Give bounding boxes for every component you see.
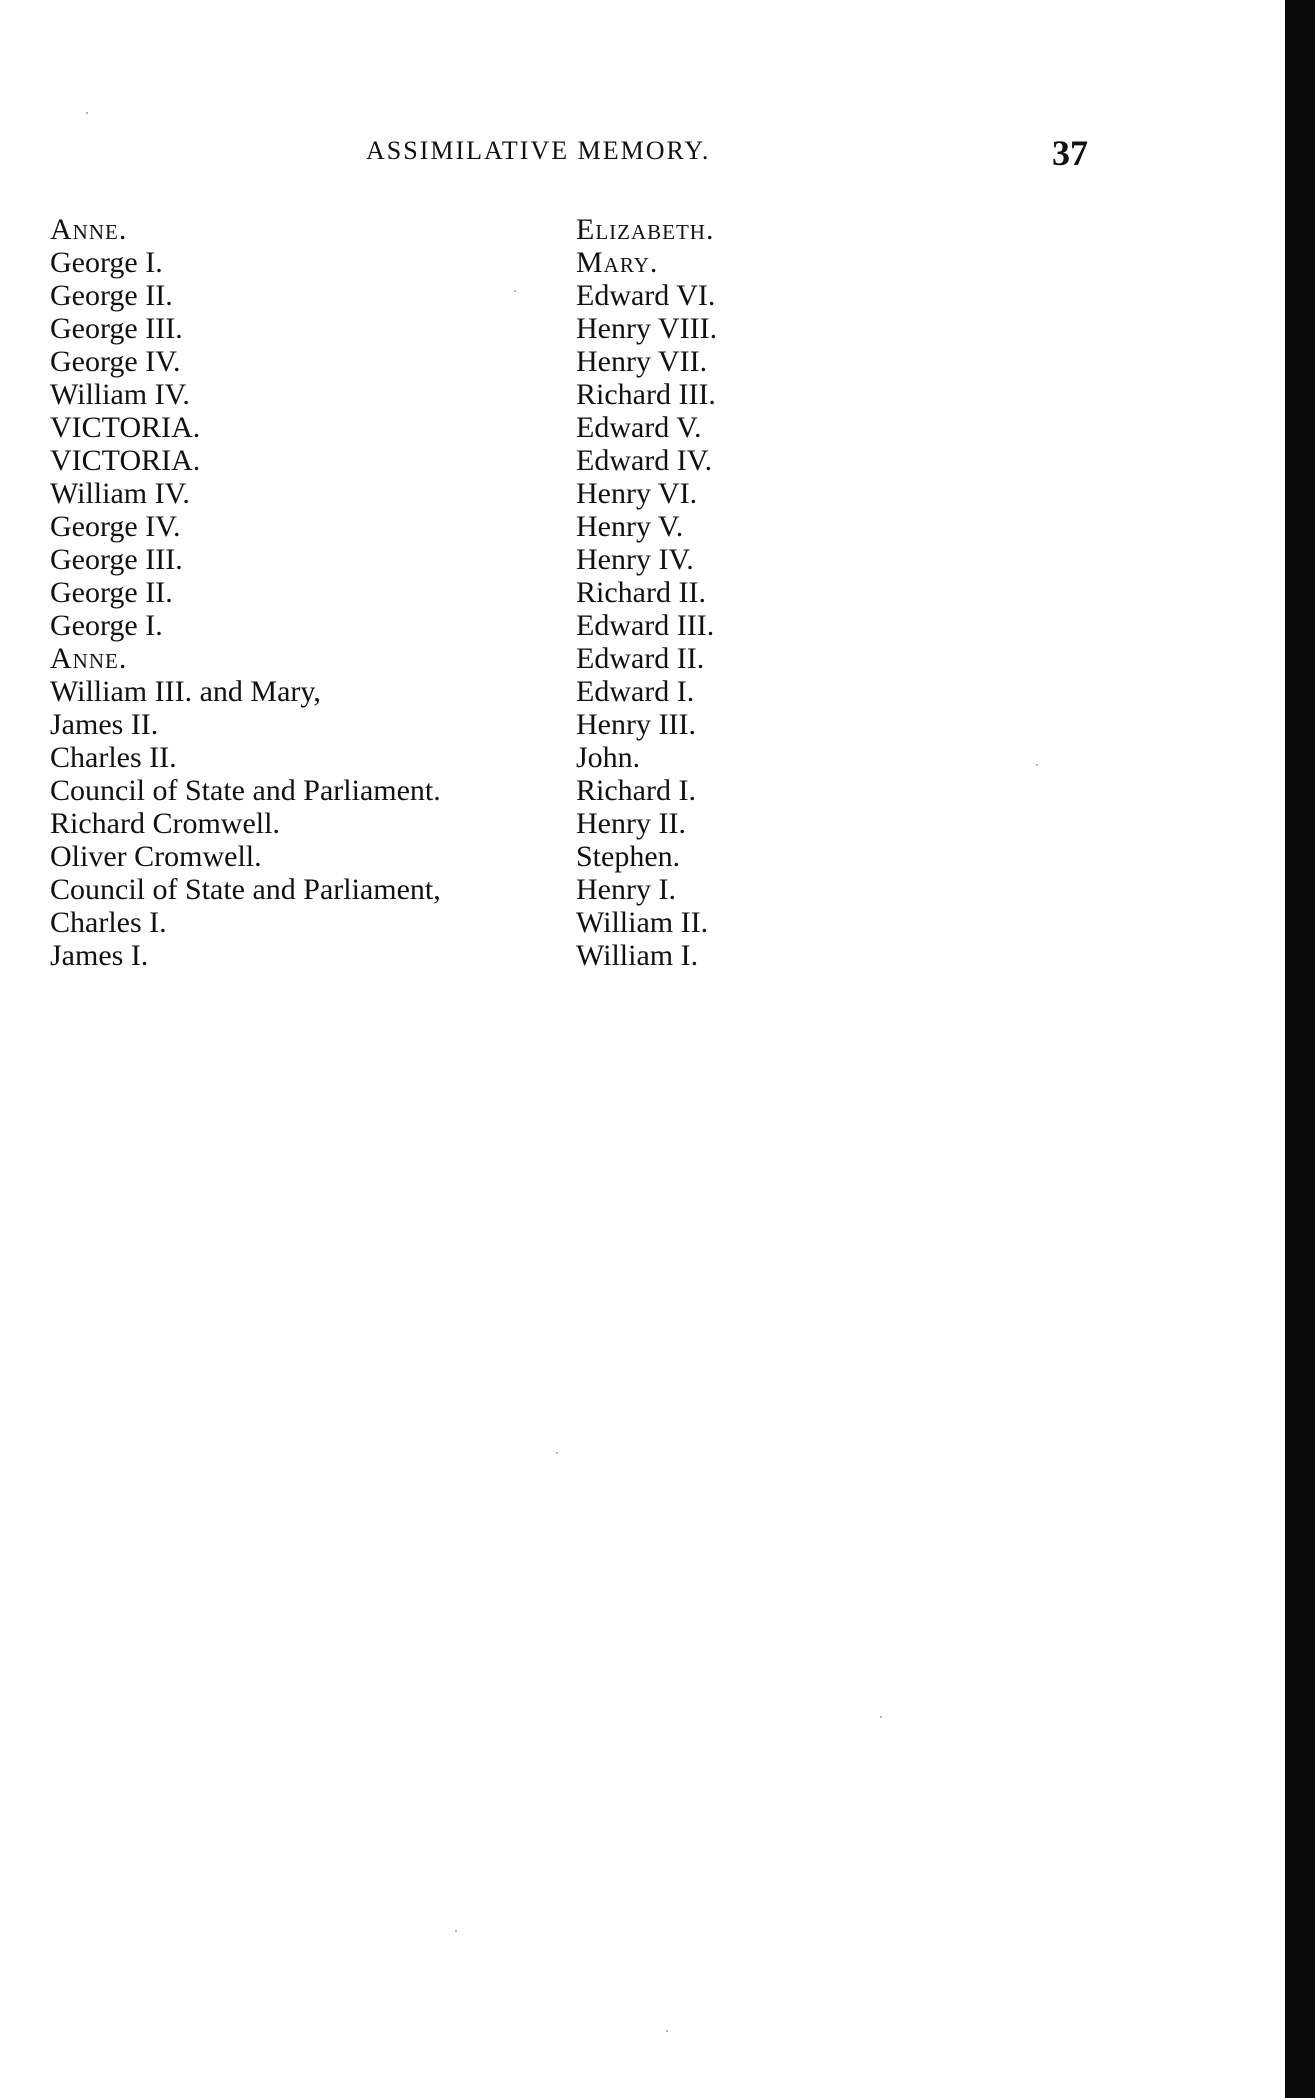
- scan-speck: [1036, 764, 1038, 766]
- list-item: William IV.: [50, 477, 190, 510]
- scan-speck: [556, 1452, 558, 1454]
- list-item: James II.: [50, 708, 159, 741]
- list-item: William II.: [576, 906, 709, 939]
- list-item: Charles I.: [50, 906, 167, 939]
- list-item: Richard Cromwell.: [50, 807, 280, 840]
- list-item: Henry VIII.: [576, 312, 718, 345]
- list-item: George III.: [50, 543, 183, 576]
- list-item: William I.: [576, 939, 699, 972]
- list-item: Henry I.: [576, 873, 676, 906]
- scan-speck: [666, 2030, 668, 2032]
- left-column-list: [50, 213, 441, 972]
- list-item: Council of State and Parliament,: [50, 873, 441, 906]
- list-item: John.: [576, 741, 641, 774]
- list-item: Edward II.: [576, 642, 705, 675]
- list-item: James I.: [50, 939, 149, 972]
- right-column-list: [576, 213, 717, 972]
- list-item: Henry III.: [576, 708, 696, 741]
- list-item: Council of State and Parliament.: [50, 774, 441, 807]
- list-item: Edward V.: [576, 411, 702, 444]
- list-item: Oliver Cromwell.: [50, 840, 262, 873]
- list-item: VICTORIA.: [50, 411, 201, 444]
- list-item: George II.: [50, 576, 173, 609]
- list-item: Richard I.: [576, 774, 696, 807]
- list-item: Stephen.: [576, 840, 681, 873]
- scan-speck: [880, 1716, 882, 1718]
- scan-speck: [514, 290, 516, 292]
- scan-speck: [455, 1930, 457, 1932]
- list-item: George IV.: [50, 345, 181, 378]
- page-edge-shadow: [1285, 0, 1315, 2098]
- list-item: Henry VII.: [576, 345, 708, 378]
- page-number: 37: [1052, 133, 1088, 173]
- list-item: Anne.: [50, 642, 128, 675]
- list-item: Edward III.: [576, 609, 715, 642]
- list-item: Richard II.: [576, 576, 706, 609]
- list-item: Mary.: [576, 246, 659, 279]
- list-item: Henry II.: [576, 807, 686, 840]
- running-head: ASSIMILATIVE MEMORY.: [366, 136, 711, 165]
- list-item: Henry IV.: [576, 543, 694, 576]
- list-item: George II.: [50, 279, 173, 312]
- list-item: Edward VI.: [576, 279, 716, 312]
- list-item: Elizabeth.: [576, 213, 715, 246]
- list-item: George I.: [50, 246, 163, 279]
- list-item: Richard III.: [576, 378, 716, 411]
- scan-speck: [86, 112, 88, 114]
- list-item: William III. and Mary,: [50, 675, 321, 708]
- list-item: William IV.: [50, 378, 190, 411]
- list-item: George IV.: [50, 510, 181, 543]
- list-item: VICTORIA.: [50, 444, 201, 477]
- list-item: George I.: [50, 609, 163, 642]
- list-item: Edward IV.: [576, 444, 713, 477]
- list-item: Anne.: [50, 213, 128, 246]
- list-item: Henry V.: [576, 510, 684, 543]
- list-item: George III.: [50, 312, 183, 345]
- list-item: Henry VI.: [576, 477, 698, 510]
- list-item: Charles II.: [50, 741, 177, 774]
- list-item: Edward I.: [576, 675, 695, 708]
